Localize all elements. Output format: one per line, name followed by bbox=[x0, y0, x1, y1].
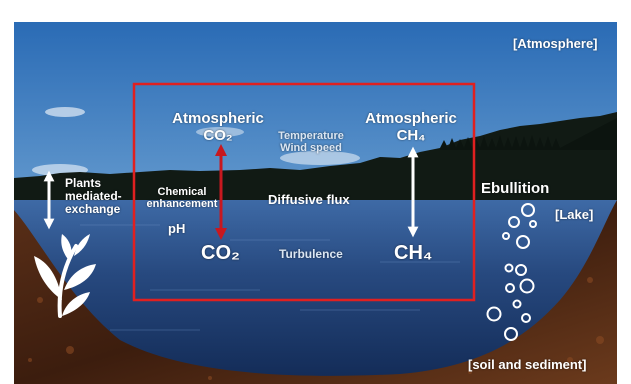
chemical-enhancement-line1: Chemical bbox=[157, 186, 207, 198]
ebullition-label: Ebullition bbox=[481, 180, 550, 197]
plants-line3: exchange bbox=[65, 202, 121, 217]
atmosphere-label: [Atmosphere] bbox=[513, 36, 598, 51]
diffusive-flux-label: Diffusive flux bbox=[268, 192, 350, 207]
temperature-label: Temperature bbox=[278, 130, 344, 142]
ph-label: pH bbox=[168, 221, 186, 236]
wind-speed-label: Wind speed bbox=[280, 142, 342, 155]
plants-line1: Plants bbox=[65, 176, 102, 190]
turbulence-label: Turbulence bbox=[279, 247, 343, 261]
atmospheric-co2-line2: CO₂ bbox=[203, 126, 233, 144]
temperature-wind-label bbox=[264, 130, 358, 154]
atmospheric-ch4-line1: Atmospheric bbox=[365, 110, 457, 127]
soil-sediment-label: [soil and sediment] bbox=[468, 357, 587, 372]
atmospheric-ch4-label bbox=[355, 111, 467, 144]
chemical-enhancement-label bbox=[144, 186, 220, 210]
atmospheric-ch4-line2: CH₄ bbox=[396, 126, 426, 144]
atmospheric-co2-line1: Atmospheric bbox=[172, 110, 264, 127]
plants-line2: mediated- bbox=[65, 189, 122, 204]
atmospheric-co2-label bbox=[163, 111, 273, 144]
ch4-label: CH₄ bbox=[394, 242, 433, 264]
co2-label: CO₂ bbox=[201, 242, 240, 264]
plants-exchange-label bbox=[65, 177, 122, 217]
lake-label: [Lake] bbox=[555, 207, 594, 222]
chemical-enhancement-line2: enhancement bbox=[146, 198, 218, 211]
cloud bbox=[45, 107, 85, 117]
